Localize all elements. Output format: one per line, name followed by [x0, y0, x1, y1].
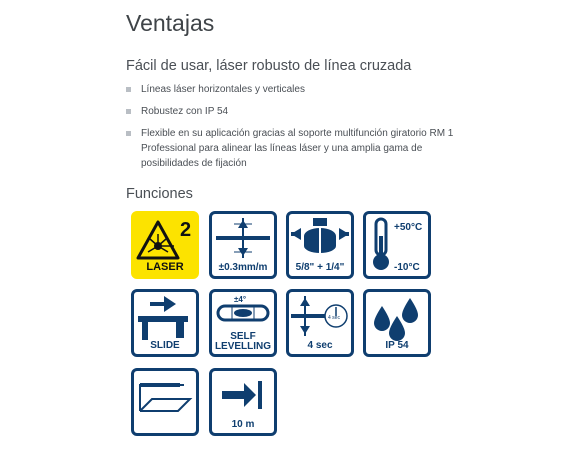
tile-label: SELF LEVELLING — [214, 331, 272, 352]
tile-label: ±0.3mm/m — [218, 262, 268, 273]
benefits-subtitle: Fácil de usar, láser robusto de línea cruzada — [126, 58, 412, 74]
list-item — [126, 104, 476, 119]
tilt-range-label: ±4° — [234, 295, 247, 304]
list-item-text: Robustez con IP 54 — [141, 106, 229, 117]
thermometer-icon — [366, 214, 428, 276]
clock-label: 4 sec — [328, 315, 340, 321]
range-tile — [209, 368, 277, 436]
bullet-square-icon — [126, 109, 131, 114]
min-temp-label: -10°C — [394, 262, 420, 273]
tile-label: 4 sec — [307, 340, 333, 351]
pendulum-lock-icon — [134, 371, 196, 433]
tile-label: LASER — [146, 261, 184, 273]
thread-mount-tile — [286, 211, 354, 279]
bullet-square-icon — [126, 87, 131, 92]
benefits-list — [126, 82, 476, 178]
ip54-tile — [363, 289, 431, 357]
slide-tile — [131, 289, 199, 357]
laser-class-number: 2 — [180, 219, 192, 241]
max-temp-label: +50°C — [394, 222, 423, 233]
page-title: Ventajas — [126, 10, 215, 36]
self-levelling-tile — [209, 289, 277, 357]
tile-label: 10 m — [231, 419, 255, 430]
pendulum-lock-tile — [131, 368, 199, 436]
tile-label: SLIDE — [150, 340, 180, 351]
functions-heading: Funciones — [126, 186, 193, 202]
levelling-time-tile — [286, 289, 354, 357]
laser-class-2-tile — [131, 211, 199, 279]
tile-label: 5/8" + 1/4" — [295, 262, 345, 273]
list-item-text: Líneas láser horizontales y verticales — [141, 84, 305, 95]
list-item-text: Flexible en su aplicación gracias al soporte multifunción giratorio RM 1 Professional para alinear las líneas láser y una amplia gama de posibilidades de fijación — [141, 128, 454, 169]
bullet-square-icon — [126, 131, 131, 136]
list-item — [126, 126, 476, 171]
temperature-tile — [363, 211, 431, 279]
list-item — [126, 82, 476, 97]
tile-label: IP 54 — [385, 340, 409, 351]
accuracy-tile — [209, 211, 277, 279]
